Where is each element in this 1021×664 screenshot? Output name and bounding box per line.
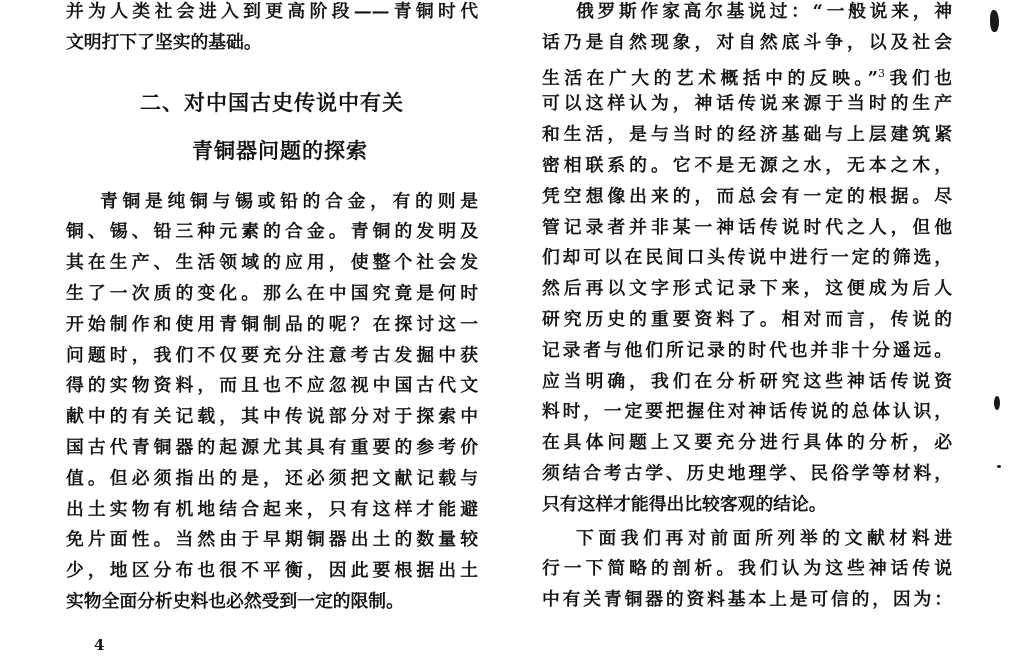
section-heading-line: 二、对中国古史传说中有关 [140,89,404,115]
text-line: 只有这样才能得出比较客观的结论。 [542,493,827,515]
text-line [542,59,952,90]
text-line: 出土实物有机地结合起来，只有这样才能避 [66,498,478,520]
text-line: 管记录者并非某一神话传说时代之人，但他 [542,216,952,238]
text-line: 开始制作和使用青铜制品的呢？在探讨这一 [66,313,478,335]
text-line: 下面我们再对前面所列举的文献材料进 [576,527,952,549]
right-column [542,0,952,616]
text-line: 行一下简略的剖析。我们认为这些神话传说 [542,558,952,580]
page-number: 4 [94,636,105,654]
body-paragraph [66,187,478,618]
text-line: 料时，一定要把握住对神话传说的总体认识， [542,401,952,423]
text-line: 得的实物资料，而且也不应忽视中国古代文 [66,375,478,397]
text-line: 文明打下了坚实的基础。 [66,31,262,53]
text-line: 中有关青铜器的资料基本上是可信的，因为： [542,589,952,611]
scan-speck [994,396,1000,410]
scan-speck [997,465,1001,468]
text-line: 少，地区分布也很不平衡，因此要根据出土 [66,560,478,582]
text-line: 问题时，我们不仅要充分注意考古发掘中获 [66,344,478,366]
text-line: 须结合考古学、历史地理学、民俗学等材料， [542,462,952,484]
text-line: 铜、锡、铅三种元素的合金。青铜的发明及 [66,221,478,243]
text-fragment: 我们也 [885,67,952,89]
text-line: 密相联系的。它不是无源之水，无本之木， [542,154,952,176]
text-line: 国古代青铜器的起源尤其具有重要的参考价 [66,436,478,458]
text-line: 们却可以在民间口头传说中进行一定的筛选， [542,247,952,269]
text-line: 研究历史的重要资料了。相对而言，传说的 [542,308,952,330]
scan-speck [990,10,999,32]
text-line: 青铜是纯铜与锡或铅的合金，有的则是 [100,190,478,212]
text-line: 并为人类社会进入到更高阶段——青铜时代 [66,1,478,22]
section-heading [66,79,478,175]
text-line: 凭空想像出来的，而总会有一定的根据。尽 [542,185,952,207]
left-column [66,0,478,618]
text-line: 其在生产、生活领域的应用，使整个社会发 [66,252,478,274]
text-line: 实物全面分析史料也必然受到一定的限制。 [66,590,404,612]
text-line: 应当明确，我们在分析研究这些神话传说资 [542,370,952,392]
text-line: 免片面性。当然由于早期铜器出土的数量较 [66,529,478,551]
text-line: 在具体问题上又要充分进行具体的分析，必 [542,432,952,454]
text-line: 献中的有关记载，其中传说部分对于探索中 [66,406,478,428]
text-line: 和生活，是与当时的经济基础与上层建筑紧 [542,124,952,146]
text-line: 生了一次质的变化。那么在中国究竟是何时 [66,282,478,304]
body-paragraph [542,524,952,616]
text-line: 俄罗斯作家高尔基说过：“一般说来，神 [576,1,952,22]
text-line: 记录者与他们所记录的时代也并非十分遥远。 [542,339,952,361]
body-paragraph [542,0,952,521]
text-line: 话乃是自然现象，对自然底斗争，以及社会 [542,31,952,53]
text-line: 然后再以文字形式记录下来，这便成为后人 [542,278,952,300]
quote-end-text: 生活在广大的艺术概括中的反映。” [542,67,879,89]
text-line: 值。但必须指出的是，还必须把文献记载与 [66,467,478,489]
section-heading-line: 青铜器问题的探索 [192,137,368,163]
text-line: 可以这样认为，神话传说来源于当时的生产 [542,93,952,115]
footnote-mark[interactable]: 3 [878,66,886,80]
